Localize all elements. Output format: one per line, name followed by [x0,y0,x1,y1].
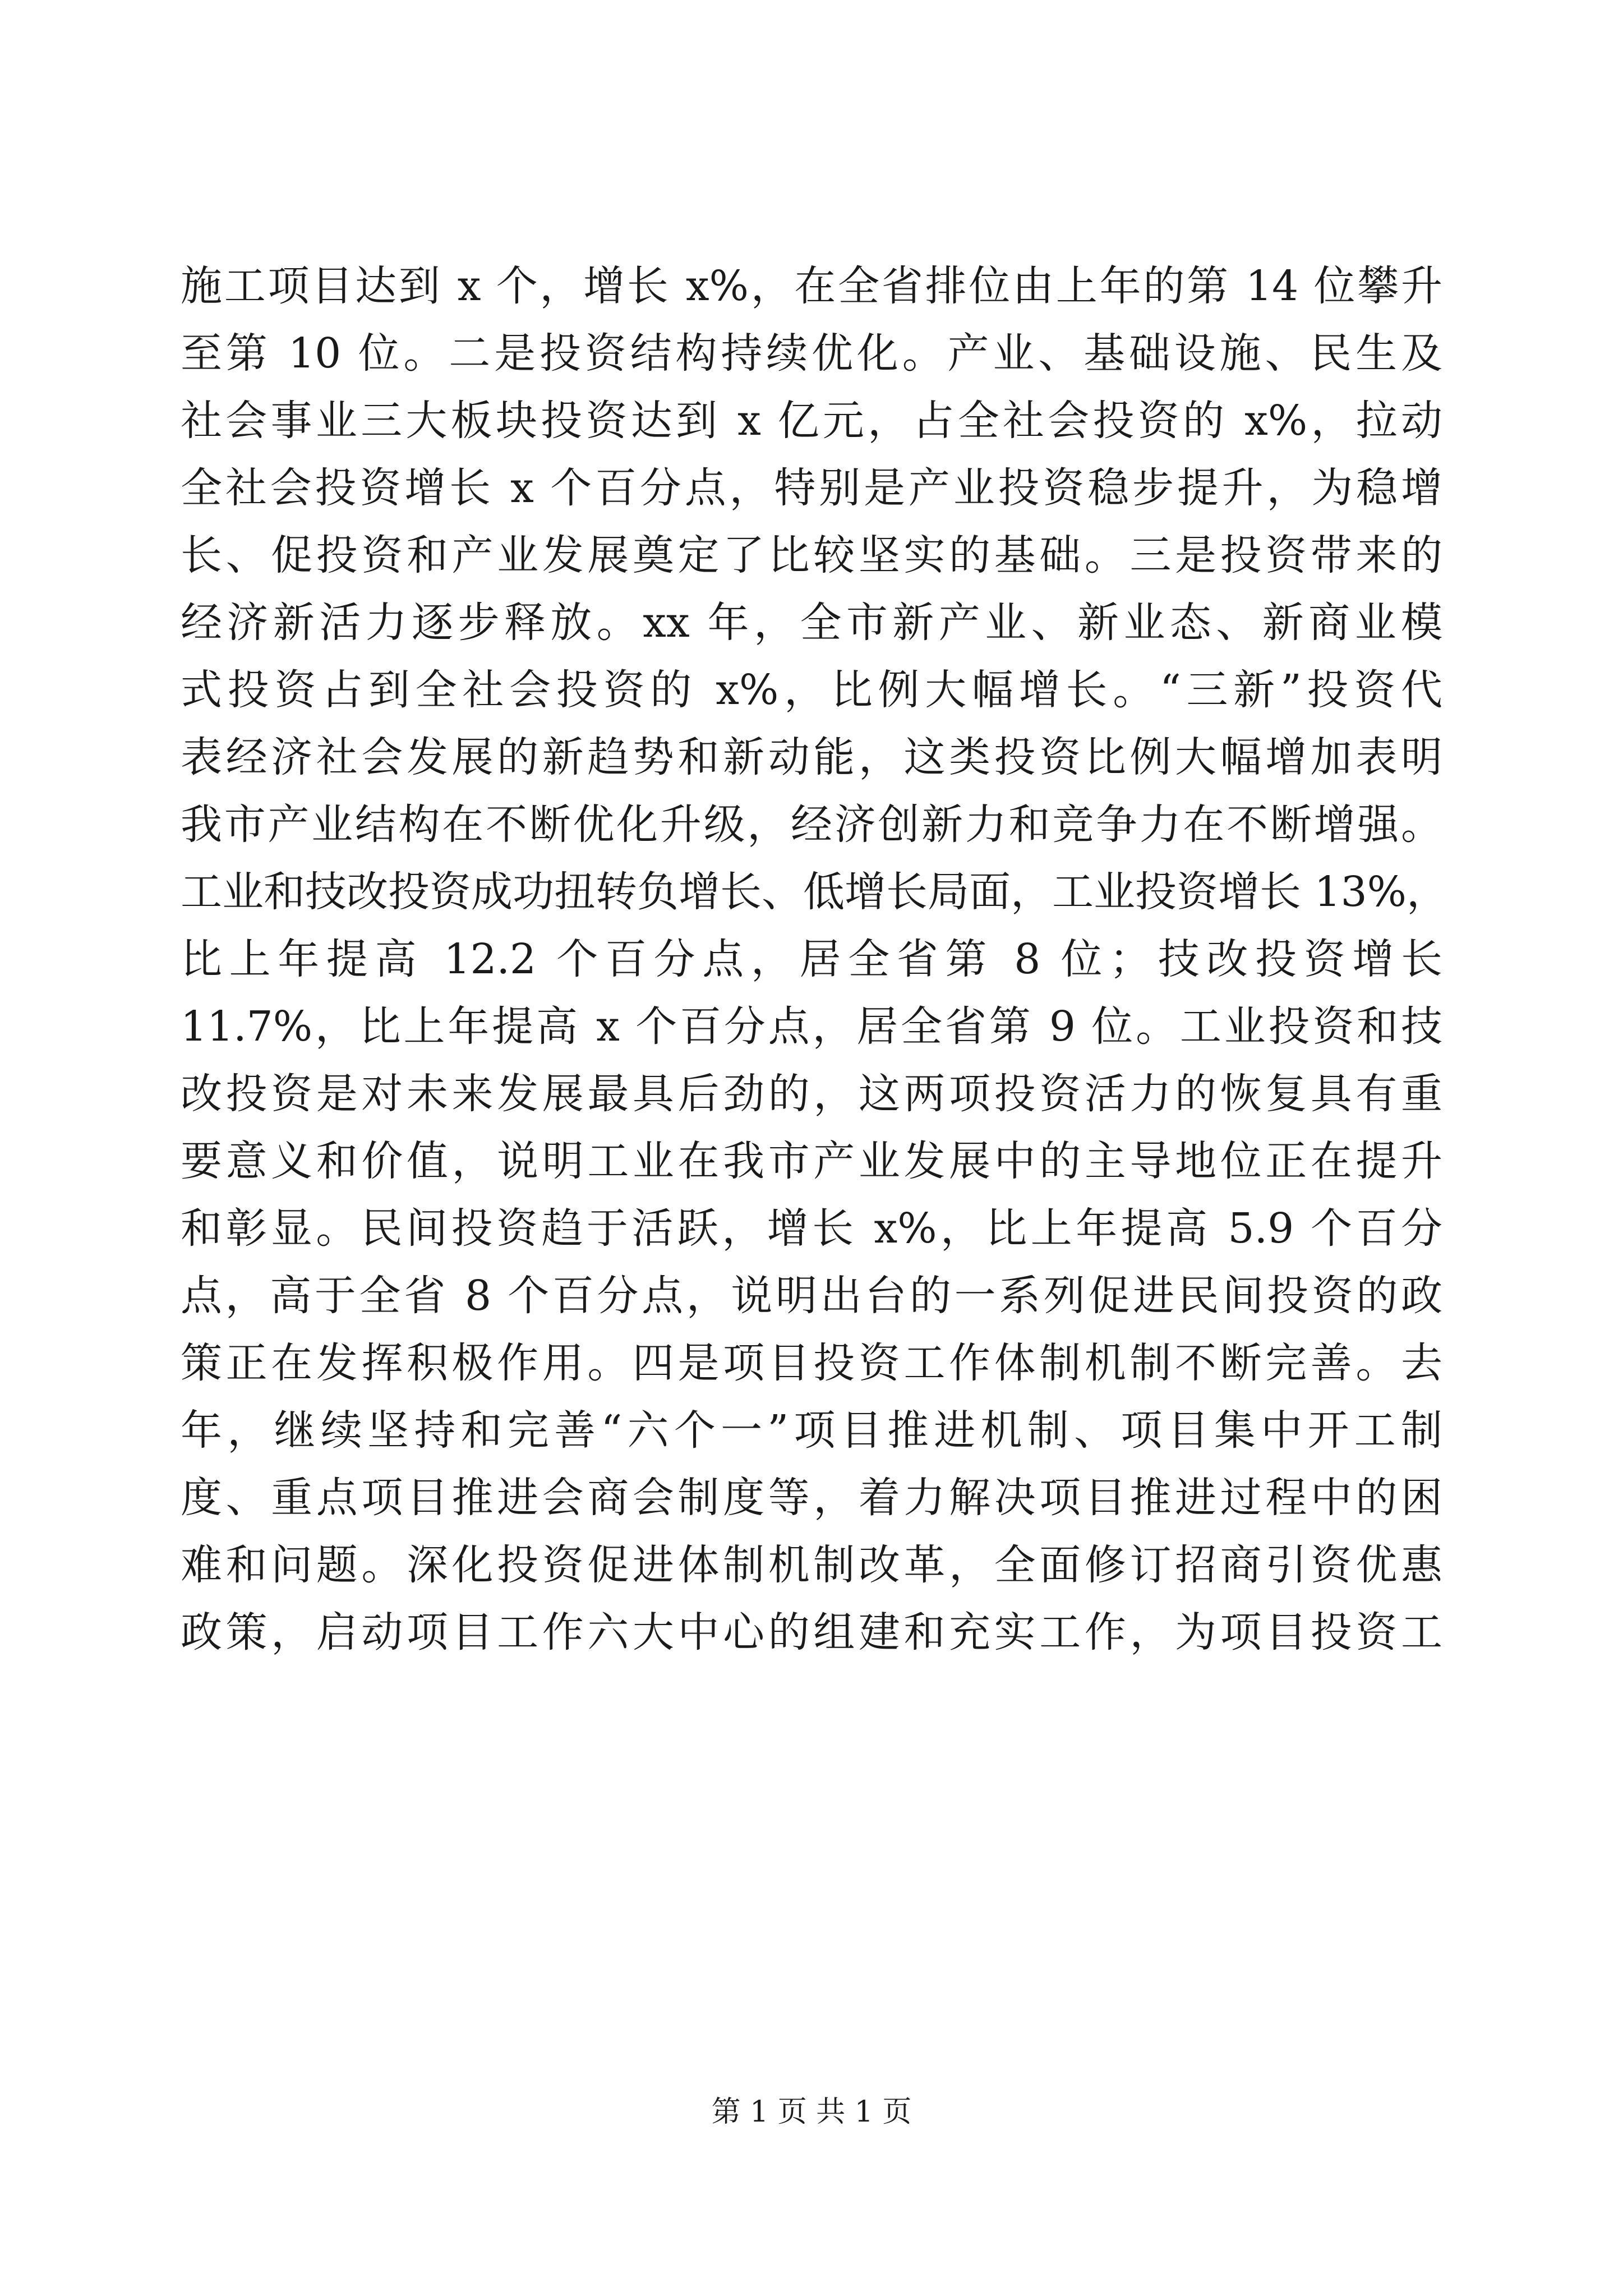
text-line: 策正在发挥积极作用。四是项目投资工作体制机制不断完善。去 [181,1339,1442,1387]
page-number: 第 1 页 共 1 页 [711,2095,912,2129]
text-line: 经济新活力逐步释放。xx 年，全市新产业、新业态、新商业模 [181,599,1442,647]
text-line: 至第 10 位。二是投资结构持续优化。产业、基础设施、民生及 [181,329,1442,378]
text-line: 难和问题。深化投资促进体制机制改革，全面修订招商引资优惠 [181,1541,1442,1589]
text-line: 式投资占到全社会投资的 x%，比例大幅增长。“三新”投资代 [181,666,1442,714]
body-paragraph [181,252,1448,1666]
text-line: 比上年提高 12.2 个百分点，居全省第 8 位；技改投资增长 [181,935,1442,983]
text-line: 点，高于全省 8 个百分点，说明出台的一系列促进民间投资的政 [181,1272,1442,1320]
text-line: 改投资是对未来发展最具后劲的，这两项投资活力的恢复具有重 [181,1070,1442,1118]
text-line: 年，继续坚持和完善“六个一”项目推进机制、项目集中开工制 [181,1406,1442,1455]
text-line: 表经济社会发展的新趋势和新动能，这类投资比例大幅增加表明 [181,733,1442,781]
text-line: 社会事业三大板块投资达到 x 亿元，占全社会投资的 x%，拉动 [181,397,1442,445]
page-footer [0,2092,1623,2132]
text-line: 和彰显。民间投资趋于活跃，增长 x%，比上年提高 5.9 个百分 [181,1204,1442,1253]
text-line: 政策，启动项目工作六大中心的组建和充实工作，为项目投资工 [181,1608,1442,1657]
text-line: 长、促投资和产业发展奠定了比较坚实的基础。三是投资带来的 [181,531,1442,579]
text-line: 11.7%，比上年提高 x 个百分点，居全省第 9 位。工业投资和技 [181,1002,1442,1051]
text-line: 全社会投资增长 x 个百分点，特别是产业投资稳步提升，为稳增 [181,464,1442,512]
text-line: 工业和技改投资成功扭转负增长、低增长局面，工业投资增长 13%， [181,868,1448,916]
text-line: 要意义和价值，说明工业在我市产业发展中的主导地位正在提升 [181,1137,1442,1185]
text-line: 度、重点项目推进会商会制度等，着力解决项目推进过程中的困 [181,1474,1442,1522]
text-line: 我市产业结构在不断优化升级，经济创新力和竞争力在不断增强。 [181,800,1442,849]
text-line: 施工项目达到 x 个，增长 x%，在全省排位由上年的第 14 位攀升 [181,262,1442,310]
